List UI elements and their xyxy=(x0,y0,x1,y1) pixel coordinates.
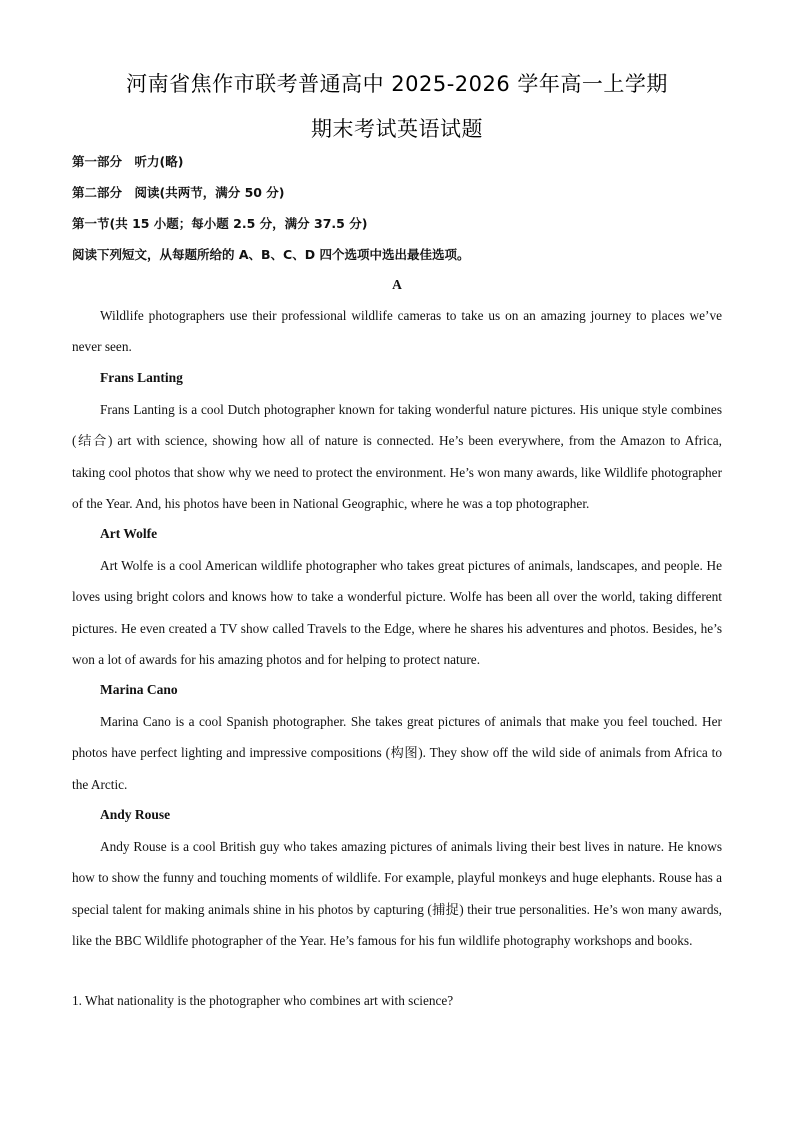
photographer-description: Andy Rouse is a cool British guy who takes amazing pictures of animals living their best lives in nature. He knows how to show the funny and touching moments of wildlife. For example, playful monkeys and huge elephants. Rouse has a special talent for making animals shine in his photos by capturing (捕捉) their true personalities. He’s won many awards, like the BBC Wildlife photographer of the Year. He’s famous for his fun wildlife photography workshops and books. xyxy=(72,839,722,948)
reading-directions: 阅读下列短文，从每题所给的 A、B、C、D 四个选项中选出最佳选项。 xyxy=(72,247,470,262)
photographer-name: Andy Rouse xyxy=(100,807,171,822)
photographer-description: Marina Cano is a cool Spanish photographer. She takes great pictures of animals that make you feel touched. Her photos have perfect lighting and impressive compositions (构图). They show off the wild side of animals from Africa to the Arctic. xyxy=(72,714,722,792)
photographer-name: Art Wolfe xyxy=(100,526,158,541)
passage-intro: Wildlife photographers use their professional wildlife cameras to take us on an amazing journey to places we’ve never seen. xyxy=(72,308,722,355)
photographer-description: Art Wolfe is a cool American wildlife photographer who takes great pictures of animals, landscapes, and people. He loves using bright colors and knows how to take a wonderful picture. Wolfe has been all over the world, taking different pictures. He even created a TV show called Travels to the Edge, where he shares his adventures and photos. Besides, he’s won a lot of awards for his amazing photos and for helping to protect nature. xyxy=(72,558,722,667)
photographer-name: Marina Cano xyxy=(100,682,178,697)
exam-subtitle: 期末考试英语试题 xyxy=(311,117,483,141)
part-two-heading: 第二部分 阅读(共两节，满分 50 分) xyxy=(72,185,285,200)
exam-title: 河南省焦作市联考普通高中 2025-2026 学年高一上学期 xyxy=(126,72,668,96)
section-one-heading: 第一节(共 15 小题；每小题 2.5 分，满分 37.5 分) xyxy=(72,216,368,231)
passage-label: A xyxy=(392,277,402,292)
photographer-name: Frans Lanting xyxy=(100,370,183,385)
part-one-heading: 第一部分 听力(略) xyxy=(72,154,184,169)
photographer-description: Frans Lanting is a cool Dutch photographer known for taking wonderful nature pictures. His unique style combines (结合) art with science, showing how all of nature is connected. He’s been everywhere, from the Amazon to Africa, taking cool photos that show why we need to protect the environment. He’s won many awards, like Wildlife photographer of the Year. And, his photos have been in National Geographic, where he was a top photographer. xyxy=(72,402,722,511)
question-1: 1. What nationality is the photographer who combines art with science? xyxy=(72,993,454,1008)
